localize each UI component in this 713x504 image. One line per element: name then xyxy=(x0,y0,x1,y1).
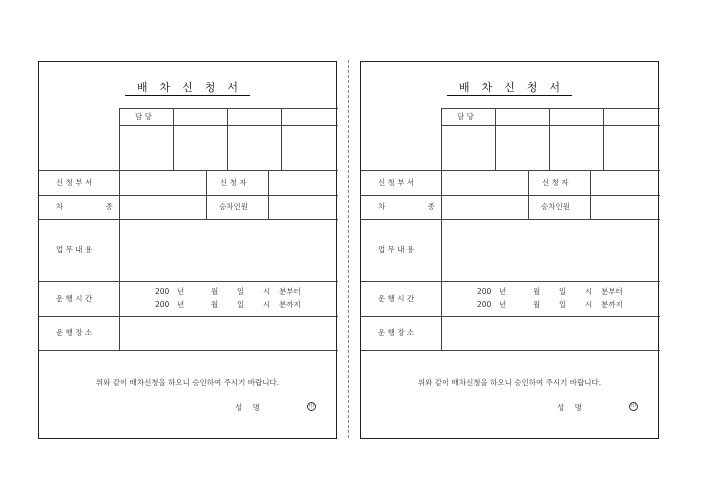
row-line xyxy=(361,170,660,171)
passengers-label: 승차인원 xyxy=(219,202,248,211)
place-label: 운 행 장 소 xyxy=(378,328,415,337)
mid-col-line xyxy=(206,170,207,219)
page-fold-divider xyxy=(348,60,349,438)
vehicle-request-form-left: 배차신청서 담 당 신 청 부 서 신 청 자 차 종 승차인원 업 무 내 용 운 행 시 간 운 행 장 소 200 년 월 일 시 분부터 200 년 월 일 시 분까지 위와 같이 배차신청을 하오니 승인하여 주시기 바랍니다. 성 명 印 xyxy=(38,61,337,439)
approval-col-3 xyxy=(603,108,604,170)
place-label: 운 행 장 소 xyxy=(56,328,93,337)
row-line xyxy=(39,281,338,282)
row-line xyxy=(361,195,660,196)
approval-box-top xyxy=(441,108,660,109)
label-col-line xyxy=(119,170,120,350)
request-statement: 위와 같이 배차신청을 하오니 승인하여 주시기 바랍니다. xyxy=(417,378,602,387)
row-line xyxy=(361,281,660,282)
row-line xyxy=(39,219,338,220)
seal-icon: 印 xyxy=(630,403,636,409)
approval-box-top xyxy=(119,108,338,109)
approval-box-mid xyxy=(119,125,338,126)
department-label: 신 청 부 서 xyxy=(56,178,93,187)
department-label: 신 청 부 서 xyxy=(378,178,415,187)
seal-icon: 印 xyxy=(308,403,314,409)
request-statement: 위와 같이 배차신청을 하오니 승인하여 주시기 바랍니다. xyxy=(95,378,280,387)
approval-label: 담 당 xyxy=(457,112,474,121)
car-type-label: 차 종 xyxy=(378,202,455,211)
approval-col-1 xyxy=(495,108,496,170)
approval-label: 담 당 xyxy=(135,112,152,121)
applicant-label: 신 청 자 xyxy=(220,178,247,187)
form-title: 배차신청서 xyxy=(361,79,658,95)
car-type-label: 차 종 xyxy=(56,202,133,211)
form-title: 배차신청서 xyxy=(39,79,336,95)
approval-col-3 xyxy=(281,108,282,170)
row-line xyxy=(361,316,660,317)
vehicle-request-form-right: 배차신청서 담 당 신 청 부 서 신 청 자 차 종 승차인원 업 무 내 용 운 행 시 간 운 행 장 소 200 년 월 일 시 분부터 200 년 월 일 시 분까지 위와 같이 배차신청을 하오니 승인하여 주시기 바랍니다. 성 명 印 xyxy=(360,61,659,439)
row-line xyxy=(361,350,660,351)
row-line xyxy=(39,170,338,171)
signature-label: 성 명 xyxy=(235,403,264,412)
row-line xyxy=(39,350,338,351)
applicant-label: 신 청 자 xyxy=(542,178,569,187)
time-label: 운 행 시 간 xyxy=(378,294,415,303)
row-line xyxy=(361,219,660,220)
approval-box-left xyxy=(441,108,442,170)
approval-col-1 xyxy=(173,108,174,170)
mid-col-line-2 xyxy=(268,170,269,219)
passengers-label: 승차인원 xyxy=(541,202,570,211)
time-label: 운 행 시 간 xyxy=(56,294,93,303)
signature-label: 성 명 xyxy=(557,403,586,412)
row-line xyxy=(39,195,338,196)
label-col-line xyxy=(441,170,442,350)
approval-box-mid xyxy=(441,125,660,126)
mid-col-line xyxy=(528,170,529,219)
approval-col-2 xyxy=(227,108,228,170)
purpose-label: 업 무 내 용 xyxy=(56,245,93,254)
approval-box-left xyxy=(119,108,120,170)
mid-col-line-2 xyxy=(590,170,591,219)
row-line xyxy=(39,316,338,317)
purpose-label: 업 무 내 용 xyxy=(378,245,415,254)
approval-col-2 xyxy=(549,108,550,170)
